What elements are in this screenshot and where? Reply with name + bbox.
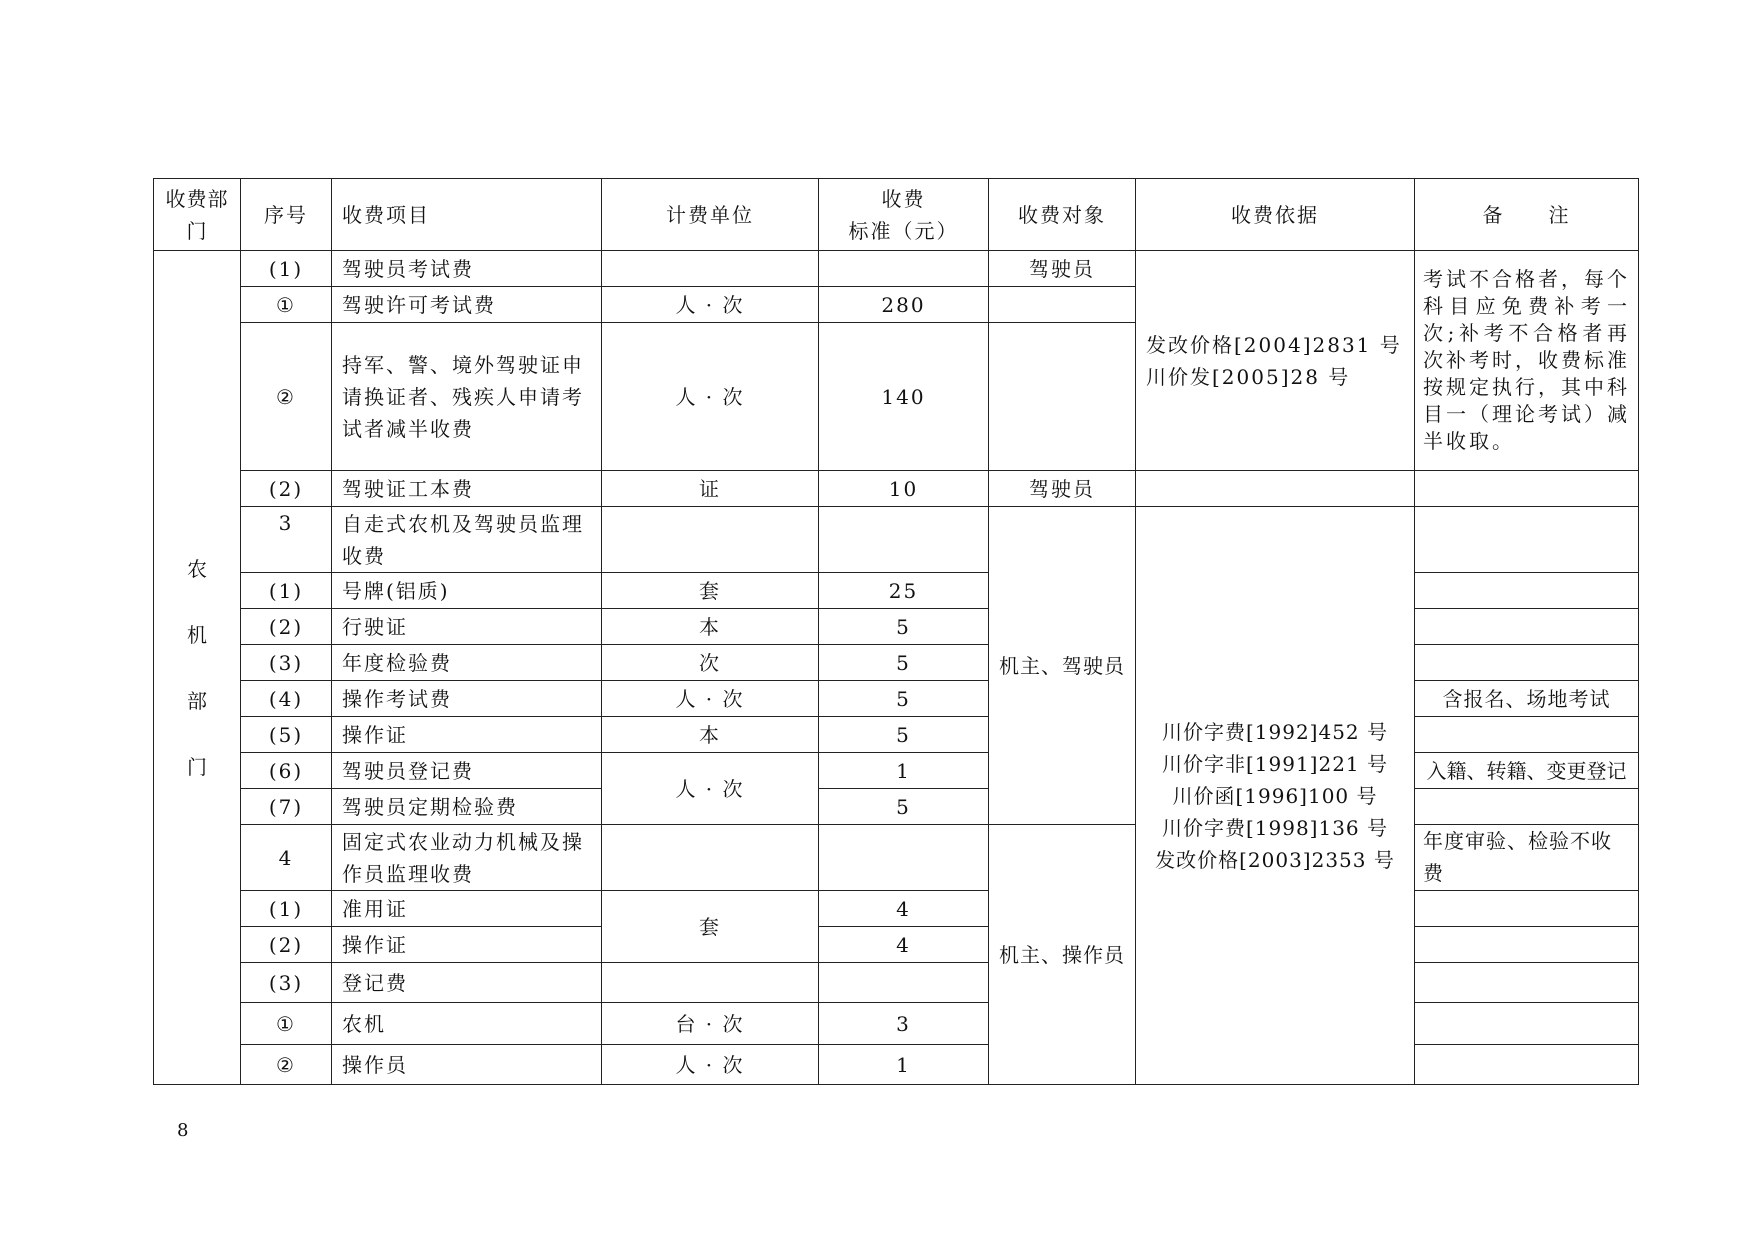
- item-cell: 操作员: [332, 1045, 602, 1085]
- seq-cell: (3): [241, 645, 332, 681]
- table-row: [154, 609, 1639, 645]
- item-cell: 操作证: [332, 717, 602, 753]
- unit-cell: 人 · 次: [602, 287, 819, 323]
- header-standard-line1: 收费: [881, 186, 926, 211]
- remark-cell: [1415, 927, 1639, 963]
- table-row: [154, 1045, 1639, 1085]
- standard-cell: 1: [819, 753, 989, 789]
- remark-cell: [1415, 1045, 1639, 1085]
- unit-cell: 证: [602, 471, 819, 507]
- unit-cell: 次: [602, 645, 819, 681]
- item-cell: 驾驶员登记费: [332, 753, 602, 789]
- table-row: [154, 927, 1639, 963]
- dept-char: 门: [187, 754, 207, 779]
- seq-cell: 3: [241, 507, 332, 573]
- basis-cell-supervision: [1136, 507, 1415, 1085]
- standard-cell: [819, 825, 989, 891]
- header-standard-line2: 标准（元）: [848, 218, 959, 243]
- seq-cell: ①: [241, 287, 332, 323]
- basis-line: 川价字费[1998]136 号: [1161, 815, 1389, 840]
- standard-cell: 10: [819, 471, 989, 507]
- unit-cell: 人 · 次: [602, 753, 819, 825]
- item-cell: 自走式农机及驾驶员监理收费: [332, 507, 602, 573]
- item-cell: 登记费: [332, 963, 602, 1003]
- seq-cell: (2): [241, 927, 332, 963]
- table-row: [154, 753, 1639, 789]
- dept-char: 机: [187, 622, 207, 647]
- standard-cell: 4: [819, 927, 989, 963]
- page-number: 8: [177, 1120, 189, 1141]
- unit-cell: 台 · 次: [602, 1003, 819, 1045]
- seq-cell: (4): [241, 681, 332, 717]
- item-cell: 准用证: [332, 891, 602, 927]
- remark-cell: [1415, 609, 1639, 645]
- standard-cell: 5: [819, 717, 989, 753]
- basis-line: 发改价格[2004]2831 号: [1146, 332, 1402, 357]
- table-row: [154, 645, 1639, 681]
- remark-cell: [1415, 891, 1639, 927]
- table-row: [154, 573, 1639, 609]
- basis-line: 川价字费[1992]452 号: [1161, 719, 1389, 744]
- remark-cell: [1415, 573, 1639, 609]
- item-cell: 操作证: [332, 927, 602, 963]
- standard-cell: [819, 963, 989, 1003]
- standard-cell: 1: [819, 1045, 989, 1085]
- unit-cell: 套: [602, 891, 819, 963]
- table-row: [154, 507, 1639, 573]
- header-standard: [819, 179, 989, 251]
- table-row: [154, 891, 1639, 927]
- remark-cell: [1415, 717, 1639, 753]
- seq-cell: (2): [241, 609, 332, 645]
- item-cell: 号牌(铝质): [332, 573, 602, 609]
- standard-cell: [819, 507, 989, 573]
- item-cell: 驾驶员考试费: [332, 251, 602, 287]
- standard-cell: 5: [819, 645, 989, 681]
- remark-cell: [1415, 789, 1639, 825]
- remark-cell-exam: 考试不合格者，每个科目应免费补考一次;补考不合格者再次补考时，收费标准按规定执行，其中科目一（理论考试）减半收取。: [1415, 251, 1639, 471]
- header-dept: 收费部门: [154, 179, 241, 251]
- item-cell: 驾驶许可考试费: [332, 287, 602, 323]
- unit-cell: 本: [602, 717, 819, 753]
- unit-cell: [602, 963, 819, 1003]
- item-cell: 驾驶证工本费: [332, 471, 602, 507]
- dept-char: 部: [187, 688, 207, 713]
- remark-cell-fixed-supervision: 年度审验、检验不收费: [1415, 825, 1639, 891]
- seq-cell: (2): [241, 471, 332, 507]
- seq-cell: ①: [241, 1003, 332, 1045]
- header-basis: 收费依据: [1136, 179, 1415, 251]
- seq-cell: (1): [241, 573, 332, 609]
- seq-cell: (5): [241, 717, 332, 753]
- remark-cell: [1415, 1003, 1639, 1045]
- item-cell: 持军、警、境外驾驶证申请换证者、残疾人申请考试者减半收费: [332, 323, 602, 471]
- header-unit: 计费单位: [602, 179, 819, 251]
- header-seq: 序号: [241, 179, 332, 251]
- table-row: [154, 963, 1639, 1003]
- standard-cell: 5: [819, 789, 989, 825]
- basis-line: 发改价格[2003]2353 号: [1155, 847, 1395, 872]
- item-cell: 固定式农业动力机械及操作员监理收费: [332, 825, 602, 891]
- seq-cell: ②: [241, 323, 332, 471]
- standard-cell: 25: [819, 573, 989, 609]
- standard-cell: 3: [819, 1003, 989, 1045]
- basis-cell: [1136, 471, 1415, 507]
- table-row: [154, 681, 1639, 717]
- basis-line: 川价字非[1991]221 号: [1161, 751, 1389, 776]
- target-cell: [989, 287, 1136, 323]
- item-cell: 行驶证: [332, 609, 602, 645]
- dept-cell: [154, 251, 241, 1085]
- basis-cell-exam: [1136, 251, 1415, 471]
- target-cell: [989, 323, 1136, 471]
- unit-cell: 人 · 次: [602, 681, 819, 717]
- seq-cell: 4: [241, 825, 332, 891]
- item-cell: 年度检验费: [332, 645, 602, 681]
- table-row: [154, 1003, 1639, 1045]
- target-cell: 驾驶员: [989, 251, 1136, 287]
- target-cell-self-propelled: 机主、驾驶员: [989, 507, 1136, 825]
- table-row: [154, 717, 1639, 753]
- seq-cell: ②: [241, 1045, 332, 1085]
- standard-cell: 5: [819, 609, 989, 645]
- header-remarks: 备 注: [1415, 179, 1639, 251]
- standard-cell: 4: [819, 891, 989, 927]
- standard-cell: 140: [819, 323, 989, 471]
- target-cell-fixed: 机主、操作员: [989, 825, 1136, 1085]
- unit-cell: [602, 507, 819, 573]
- fee-schedule-table: [153, 178, 1639, 1085]
- remark-cell-registration: 入籍、转籍、变更登记: [1415, 753, 1639, 789]
- standard-cell: [819, 251, 989, 287]
- unit-cell: [602, 251, 819, 287]
- item-cell: 农机: [332, 1003, 602, 1045]
- remark-cell-operation-exam: 含报名、场地考试: [1415, 681, 1639, 717]
- basis-line: 川价发[2005]28 号: [1146, 364, 1351, 389]
- dept-char: 农: [187, 556, 207, 581]
- remark-cell: [1415, 471, 1639, 507]
- standard-cell: 280: [819, 287, 989, 323]
- remark-cell: [1415, 963, 1639, 1003]
- unit-cell: [602, 825, 819, 891]
- standard-cell: 5: [819, 681, 989, 717]
- seq-cell: (6): [241, 753, 332, 789]
- basis-line: 川价函[1996]100 号: [1172, 783, 1378, 808]
- seq-cell: (3): [241, 963, 332, 1003]
- table-row: [154, 789, 1639, 825]
- target-cell: 驾驶员: [989, 471, 1136, 507]
- table-row: [154, 471, 1639, 507]
- seq-cell: (7): [241, 789, 332, 825]
- unit-cell: 人 · 次: [602, 1045, 819, 1085]
- seq-cell: (1): [241, 251, 332, 287]
- unit-cell: 套: [602, 573, 819, 609]
- header-target: 收费对象: [989, 179, 1136, 251]
- seq-cell: (1): [241, 891, 332, 927]
- unit-cell: 本: [602, 609, 819, 645]
- header-row: [154, 179, 1639, 251]
- table-row: [154, 251, 1639, 287]
- item-cell: 操作考试费: [332, 681, 602, 717]
- unit-cell: 人 · 次: [602, 323, 819, 471]
- header-item: 收费项目: [332, 179, 602, 251]
- table-row: [154, 825, 1639, 891]
- remark-cell: [1415, 645, 1639, 681]
- remark-cell: [1415, 507, 1639, 573]
- item-cell: 驾驶员定期检验费: [332, 789, 602, 825]
